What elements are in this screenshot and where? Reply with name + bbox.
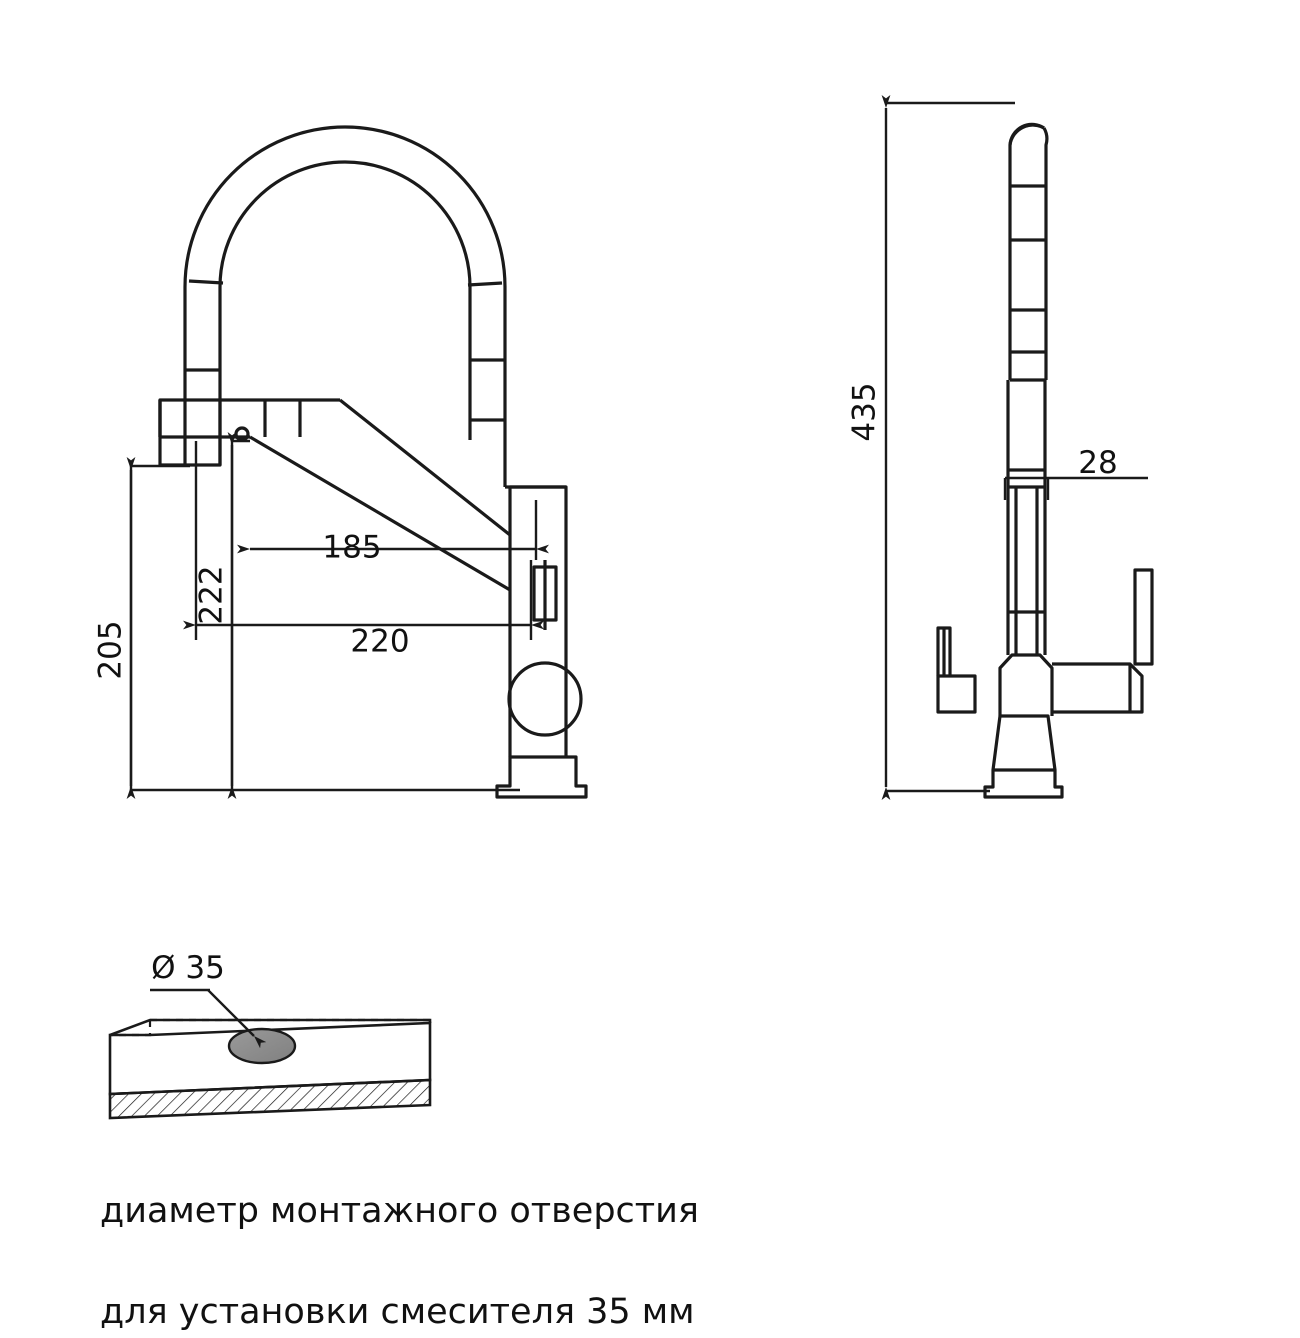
dimension-label-205: 205 [92, 620, 129, 680]
countertop-view [110, 950, 430, 1118]
side-view-tap-outline [938, 124, 1152, 797]
dimension-label-435: 435 [846, 382, 883, 442]
installation-note-line1: диаметр монтажного отверстия [100, 1190, 699, 1231]
installation-note-line2: для установки смесителя 35 мм [100, 1292, 695, 1333]
dimension-label-220: 220 [350, 623, 410, 660]
front-view-tap-outline [160, 127, 586, 797]
dimension-label-222: 222 [193, 565, 230, 625]
installation-note [100, 1135, 900, 1338]
front-view-dimension-labels [93, 530, 410, 680]
front-view-dimension-lines [131, 440, 536, 795]
hole-diameter-label: Ø 35 [151, 950, 225, 986]
dimension-label-185: 185 [322, 529, 382, 566]
dimension-label-28: 28 [1078, 445, 1118, 481]
